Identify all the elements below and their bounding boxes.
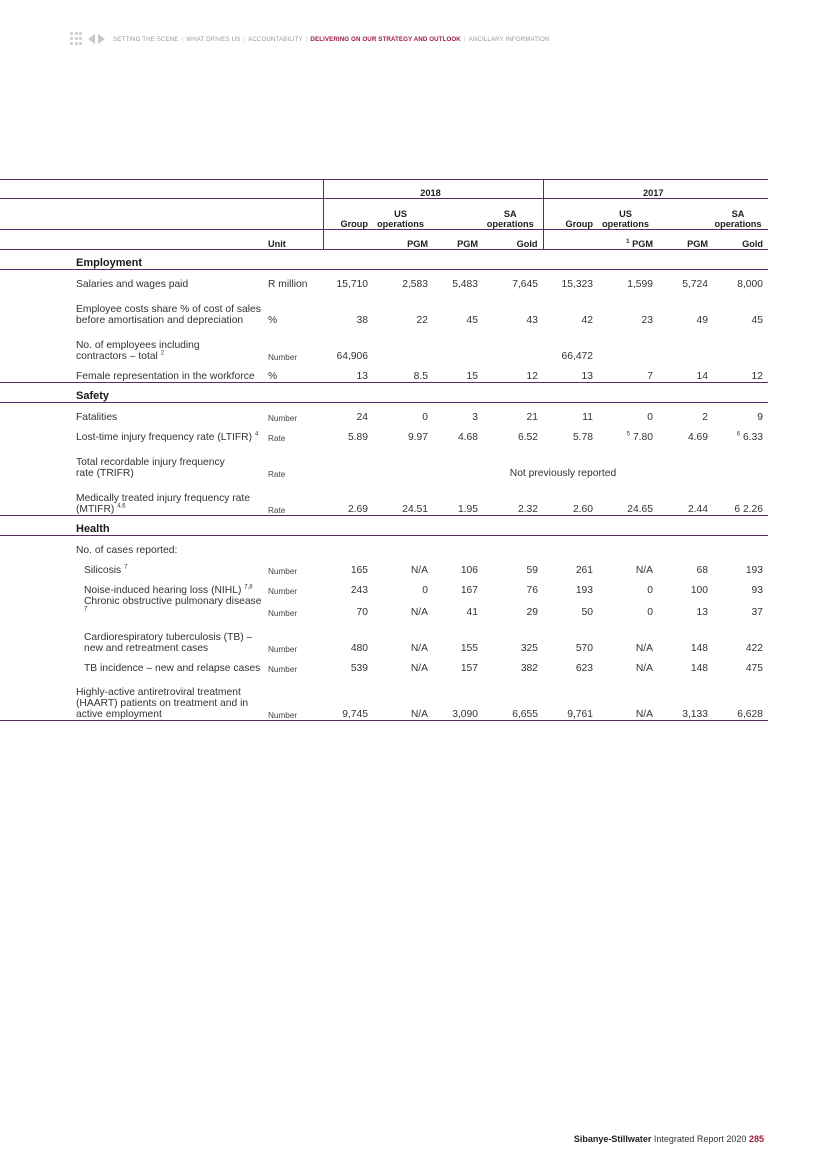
cell: 157 [460, 663, 478, 674]
footnote-ref: 7 [124, 564, 128, 571]
report-title: Integrated Report 2020 [653, 1134, 747, 1144]
table-row [0, 479, 768, 516]
row-unit: Rate [268, 434, 286, 443]
nav-separator: | [181, 35, 184, 43]
nav-what-drives-us[interactable]: WHAT DRIVES US [186, 35, 241, 43]
cell: 7 [647, 371, 653, 382]
cell: 70 [356, 607, 368, 618]
cell: 13 [356, 371, 368, 382]
cell: 12 [751, 371, 763, 382]
row-label: Fatalities [76, 412, 118, 423]
table-row [0, 403, 768, 424]
col-us-2017 [598, 199, 658, 230]
cell: 6,628 [713, 674, 768, 721]
col-pgm: PGM [373, 230, 433, 250]
not-reported-note: Not previously reported [509, 468, 617, 479]
year-2018: 2018 [323, 180, 543, 199]
footnote-ref: 4,6 [117, 503, 126, 510]
row-label-line: Medically treated injury frequency rate [76, 493, 250, 504]
table-row [0, 576, 768, 596]
cell: 24.51 [402, 504, 428, 515]
cell: 6,655 [483, 674, 543, 721]
row-label-line: contractors – total [76, 351, 158, 362]
previous-page-icon[interactable] [88, 34, 95, 44]
cell: 5.78 [572, 432, 593, 443]
row-label: Salaries and wages paid [76, 279, 189, 290]
row-label-line: Cardiorespiratory tuberculosis (TB) – [84, 632, 253, 643]
nav-separator: | [305, 35, 308, 43]
cell: 3,133 [658, 674, 713, 721]
cell: 422 [745, 643, 763, 654]
cell: 623 [575, 663, 593, 674]
section-employment [0, 250, 768, 270]
row-label-text: Noise-induced hearing loss (NIHL) [84, 585, 242, 596]
table-row [0, 270, 768, 291]
row-unit: Number [268, 353, 298, 362]
row-unit: % [268, 371, 278, 382]
cell: 22 [416, 315, 428, 326]
section-title: Safety [0, 383, 268, 403]
cell: 41 [466, 607, 478, 618]
row-label-line: active employment [76, 709, 162, 720]
cell: 15,710 [336, 279, 368, 290]
nav-setting-the-scene[interactable]: SETTING THE SCENE [113, 35, 179, 43]
cell [713, 423, 768, 443]
cell: 0 [647, 585, 653, 596]
cell: 93 [751, 585, 763, 596]
row-label-text: Silicosis [84, 565, 122, 576]
cell: 12 [526, 371, 538, 382]
page-number: 285 [748, 1134, 764, 1144]
col-sa-label: SA [503, 209, 517, 219]
cell: N/A [635, 663, 653, 674]
row-unit: Number [268, 665, 298, 674]
row-unit: Number [268, 674, 323, 721]
cell: 45 [751, 315, 763, 326]
sustainability-data-table [0, 179, 768, 721]
row-unit: Number [268, 587, 298, 596]
cell: 7,645 [512, 279, 538, 290]
cell [598, 423, 658, 443]
section-safety [0, 383, 768, 403]
nav-separator: | [463, 35, 466, 43]
cell: 3 [472, 412, 478, 423]
col-operations-label: operations [486, 219, 534, 229]
year-2017: 2017 [543, 180, 768, 199]
table-row [0, 423, 768, 443]
cell: 9.97 [407, 432, 428, 443]
cell: 4.68 [457, 432, 478, 443]
col-pgm-label: PGM [632, 239, 653, 249]
col-sa-2017 [713, 199, 768, 230]
col-operations-label: operations [377, 219, 424, 229]
row-unit: Rate [268, 470, 286, 479]
cell: N/A [373, 674, 433, 721]
row-label-line: (MTIFR) [76, 504, 115, 515]
footnote-ref: 4 [254, 431, 259, 438]
row-label [0, 423, 268, 443]
cell: N/A [410, 643, 428, 654]
cell: 475 [745, 663, 763, 674]
cell: 5,724 [682, 279, 708, 290]
row-label-line: Total recordable injury frequency [76, 457, 225, 468]
table-row [0, 618, 768, 654]
col-group-2017: Group [543, 199, 598, 230]
row-label-line: rate (TRIFR) [76, 468, 134, 479]
footnote-ref: 1 [626, 238, 630, 245]
section-title: Employment [0, 250, 268, 270]
row-label: No. of cases reported: [76, 545, 178, 556]
col-us-2018 [373, 199, 433, 230]
page-footer [574, 1134, 764, 1144]
cell: N/A [410, 607, 428, 618]
cell: 2.32 [517, 504, 538, 515]
cell: 193 [575, 585, 593, 596]
footnote-ref: 7 [84, 606, 88, 613]
row-unit: R million [268, 279, 308, 290]
row-label-line: Employee costs share % of cost of sales [76, 304, 261, 315]
cell: 4.69 [687, 432, 708, 443]
year-header-row [0, 180, 768, 199]
cell: 43 [526, 315, 538, 326]
cell: 45 [466, 315, 478, 326]
cell: 23 [641, 315, 653, 326]
row-label-line: before amortisation and depreciation [76, 315, 244, 326]
unit-header: Unit [268, 230, 323, 250]
cell: 24.65 [627, 504, 653, 515]
cell-value: 7.80 [632, 432, 653, 443]
cell: N/A [635, 565, 653, 576]
cell: 66,472 [561, 351, 593, 362]
cell: 155 [460, 643, 478, 654]
row-label [0, 479, 268, 516]
cell: 37 [751, 607, 763, 618]
section-navigation [70, 32, 552, 46]
cell: 0 [647, 412, 653, 423]
footnote-ref: 7,8 [244, 584, 253, 591]
cell: 9,761 [543, 674, 598, 721]
row-label [0, 290, 268, 326]
cell: 2.44 [687, 504, 708, 515]
col-pgm-2017 [598, 230, 658, 250]
cell: 38 [356, 315, 368, 326]
cell: N/A [635, 643, 653, 654]
cell-value: 6.33 [742, 432, 763, 443]
cell: 0 [647, 607, 653, 618]
table-row [0, 654, 768, 674]
cell: 382 [520, 663, 538, 674]
col-operations-label: operations [602, 219, 649, 229]
cell: 21 [526, 412, 538, 423]
cell: 5.89 [347, 432, 368, 443]
cell: 2.69 [347, 504, 368, 515]
cell: 2,583 [402, 279, 428, 290]
cell: 42 [581, 315, 593, 326]
col-group-2018: Group [323, 199, 373, 230]
cell: 64,906 [336, 351, 368, 362]
cell: 1,599 [627, 279, 653, 290]
col-sa-2018 [483, 199, 543, 230]
table-row [0, 443, 768, 479]
row-unit: Number [268, 567, 298, 576]
cell: 6.52 [517, 432, 538, 443]
table-row [0, 596, 768, 618]
row-unit: Rate [268, 506, 286, 515]
cell: 148 [690, 643, 708, 654]
cell: 106 [460, 565, 478, 576]
cell: 14 [696, 371, 708, 382]
section-health [0, 516, 768, 536]
cell: 167 [460, 585, 478, 596]
cell: 9,745 [323, 674, 373, 721]
cell: 193 [745, 565, 763, 576]
table-row [0, 362, 768, 383]
cell: 11 [582, 412, 593, 423]
row-label: TB incidence – new and relapse cases [84, 663, 261, 674]
cell: 29 [526, 607, 538, 618]
row-label-line: Highly-active antiretroviral treatment [76, 687, 241, 698]
col-sa-label: SA [731, 209, 745, 219]
grid-menu-icon[interactable] [70, 32, 84, 46]
table-row [0, 674, 768, 721]
table-row [0, 326, 768, 362]
row-label [0, 556, 268, 576]
cell: 49 [696, 315, 708, 326]
footnote-ref: 5 [626, 431, 631, 438]
nav-delivering-strategy[interactable]: DELIVERING ON OUR STRATEGY AND OUTLOOK [310, 35, 461, 43]
cell: 13 [696, 607, 708, 618]
col-pgm: PGM [658, 230, 713, 250]
cell: 24 [356, 412, 368, 423]
segment-header-row [0, 199, 768, 230]
cell: 15 [466, 371, 478, 382]
cell: 2 [702, 412, 708, 423]
row-label: Female representation in the workforce [76, 371, 255, 382]
row-label [0, 674, 268, 721]
cell: N/A [410, 565, 428, 576]
cell: 570 [575, 643, 593, 654]
row-label-text: Chronic obstructive pulmonary disease [84, 596, 262, 607]
cell: 325 [520, 643, 538, 654]
cell: 5,483 [452, 279, 478, 290]
cell: 0 [422, 412, 428, 423]
nav-separator: | [243, 35, 246, 43]
cell: 165 [350, 565, 368, 576]
row-label-line: (HAART) patients on treatment and in [76, 698, 249, 709]
table-row [0, 556, 768, 576]
col-us-label: US [394, 209, 407, 219]
cell: 8.5 [413, 371, 428, 382]
cell: 8,000 [737, 279, 763, 290]
row-unit: Number [268, 645, 298, 654]
cell: 13 [581, 371, 593, 382]
footnote-ref: 6 [736, 431, 741, 438]
cell: 2.60 [572, 504, 593, 515]
cell: 539 [350, 663, 368, 674]
col-us-label: US [619, 209, 632, 219]
footnote-ref: 2 [160, 350, 165, 357]
row-label [0, 618, 268, 654]
col-pgm: PGM [433, 230, 483, 250]
unit-header-row [0, 230, 768, 250]
col-operations-label: operations [714, 219, 762, 229]
row-label [0, 596, 268, 618]
cell: N/A [410, 663, 428, 674]
col-gold: Gold [483, 230, 543, 250]
row-label [0, 576, 268, 596]
row-label-line: No. of employees including [76, 340, 200, 351]
cell: 9 [757, 412, 763, 423]
row-label [0, 443, 268, 479]
nav-ancillary-information[interactable]: ANCILLARY INFORMATION [468, 35, 550, 43]
cell: 68 [696, 565, 708, 576]
cell: 50 [581, 607, 593, 618]
cell: 480 [350, 643, 368, 654]
row-unit: Number [268, 609, 298, 618]
table-row [0, 290, 768, 326]
row-label-text: Lost-time injury frequency rate (LTIFR) [76, 432, 253, 443]
row-unit: Number [268, 414, 298, 423]
next-page-icon[interactable] [98, 34, 105, 44]
company-name: Sibanye-Stillwater [573, 1134, 652, 1144]
table-row [0, 536, 768, 557]
row-unit: % [268, 315, 278, 326]
cell: 0 [422, 585, 428, 596]
cell: 76 [526, 585, 538, 596]
cell: 1.95 [457, 504, 478, 515]
row-label [0, 326, 268, 362]
cell: 243 [350, 585, 368, 596]
cell: N/A [598, 674, 658, 721]
section-title: Health [0, 516, 268, 536]
cell: 148 [690, 663, 708, 674]
cell: 3,090 [433, 674, 483, 721]
col-gold: Gold [713, 230, 768, 250]
cell: 261 [575, 565, 593, 576]
cell: 6 2.26 [734, 504, 763, 515]
cell: 100 [690, 585, 708, 596]
row-label-line: new and retreatment cases [84, 643, 209, 654]
cell: 59 [526, 565, 538, 576]
cell: 15,323 [561, 279, 593, 290]
nav-accountability[interactable]: ACCOUNTABILITY [248, 35, 303, 43]
